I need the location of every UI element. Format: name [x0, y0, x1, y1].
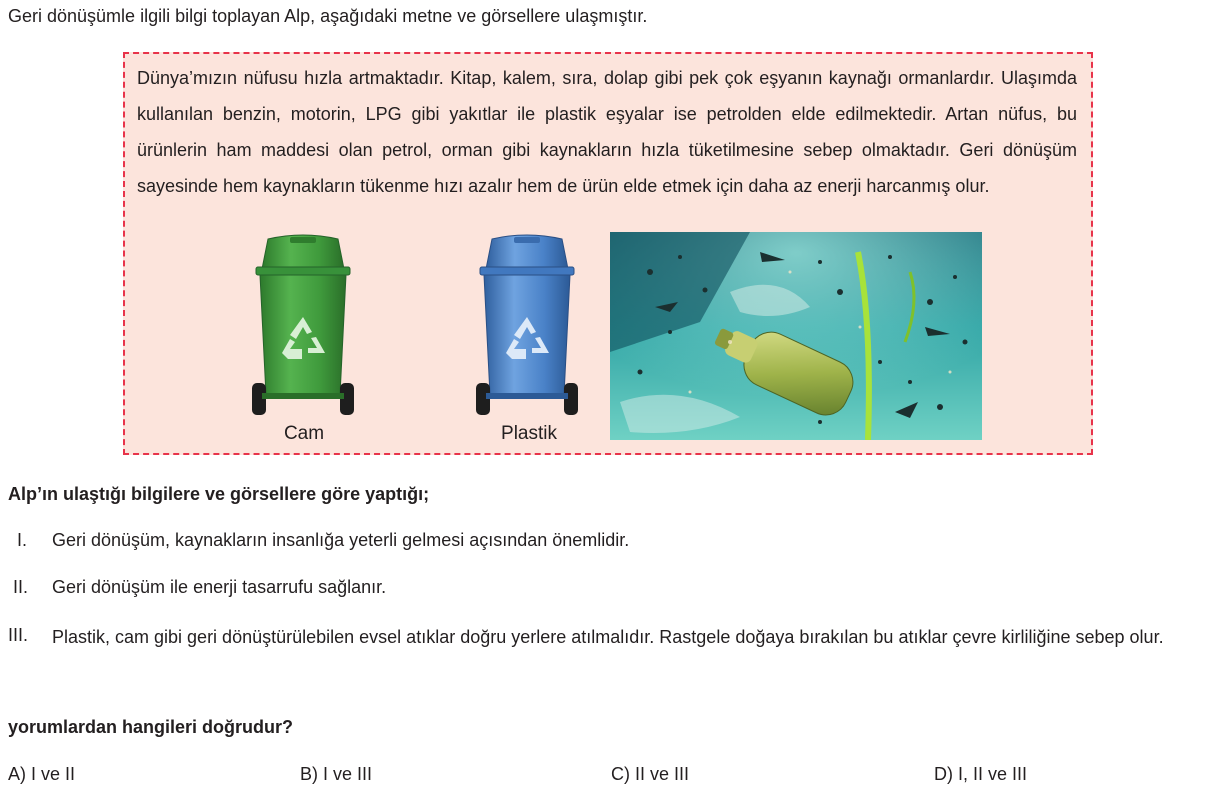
question-stem: Alp’ın ulaştığı bilgilere ve görsellere göre yaptığı; — [8, 484, 430, 504]
passage-text: Dünya’mızın nüfusu hızla artmaktadır. Kitap, kalem, sıra, dolap gibi pek çok eşyanın kaynağı ormanlardır. Ulaşımda kullanılan benzin, motorin, LPG gibi yakıtlar ile plastik eşyalar ise petrolden elde edilmektedir. Artan nüfus, bu ürünlerin ham maddesi olan petrol, orman gibi kaynakların hızla tüketilmesine sebep olmaktadır. Geri dönüşüm sayesinde hem kaynakların tükenme hızı azalır hem de ürün elde etmek için daha az enerji harcanmış olur. — [137, 68, 1077, 196]
statement-number: II. — [13, 577, 29, 597]
statement-text: Plastik, cam gibi geri dönüştürülebilen evsel atıklar doğru yerlere atılmalıdır. Rastgele doğaya bırakılan bu atıklar çevre kirliliğine sebep olur. — [52, 627, 1164, 647]
choice-d[interactable]: D) I, II ve III — [934, 764, 1028, 784]
plastic-bin-label: Plastik — [501, 423, 557, 444]
statement-number: I. — [17, 530, 28, 550]
recycle-icon — [502, 315, 552, 363]
statement-text: Geri dönüşüm, kaynakların insanlığa yeterli gelmesi açısından önemlidir. — [52, 530, 630, 550]
glass-bin-image — [248, 233, 358, 421]
statement-number: III. — [8, 625, 29, 645]
ocean-pollution-photo — [610, 232, 982, 440]
question-prompt: yorumlardan hangileri doğrudur? — [8, 717, 294, 737]
statement-text: Geri dönüşüm ile enerji tasarrufu sağlanır. — [52, 577, 387, 597]
choice-a[interactable]: A) I ve II — [8, 764, 76, 784]
glass-bin-label: Cam — [283, 423, 325, 444]
choice-c[interactable]: C) II ve III — [611, 764, 690, 784]
choice-b[interactable]: B) I ve III — [300, 764, 373, 784]
recycle-icon — [278, 315, 328, 363]
intro-text: Geri dönüşümle ilgili bilgi toplayan Alp, aşağıdaki metne ve görsellere ulaşmıştır. — [8, 6, 648, 26]
plastic-bin-image — [472, 233, 582, 421]
